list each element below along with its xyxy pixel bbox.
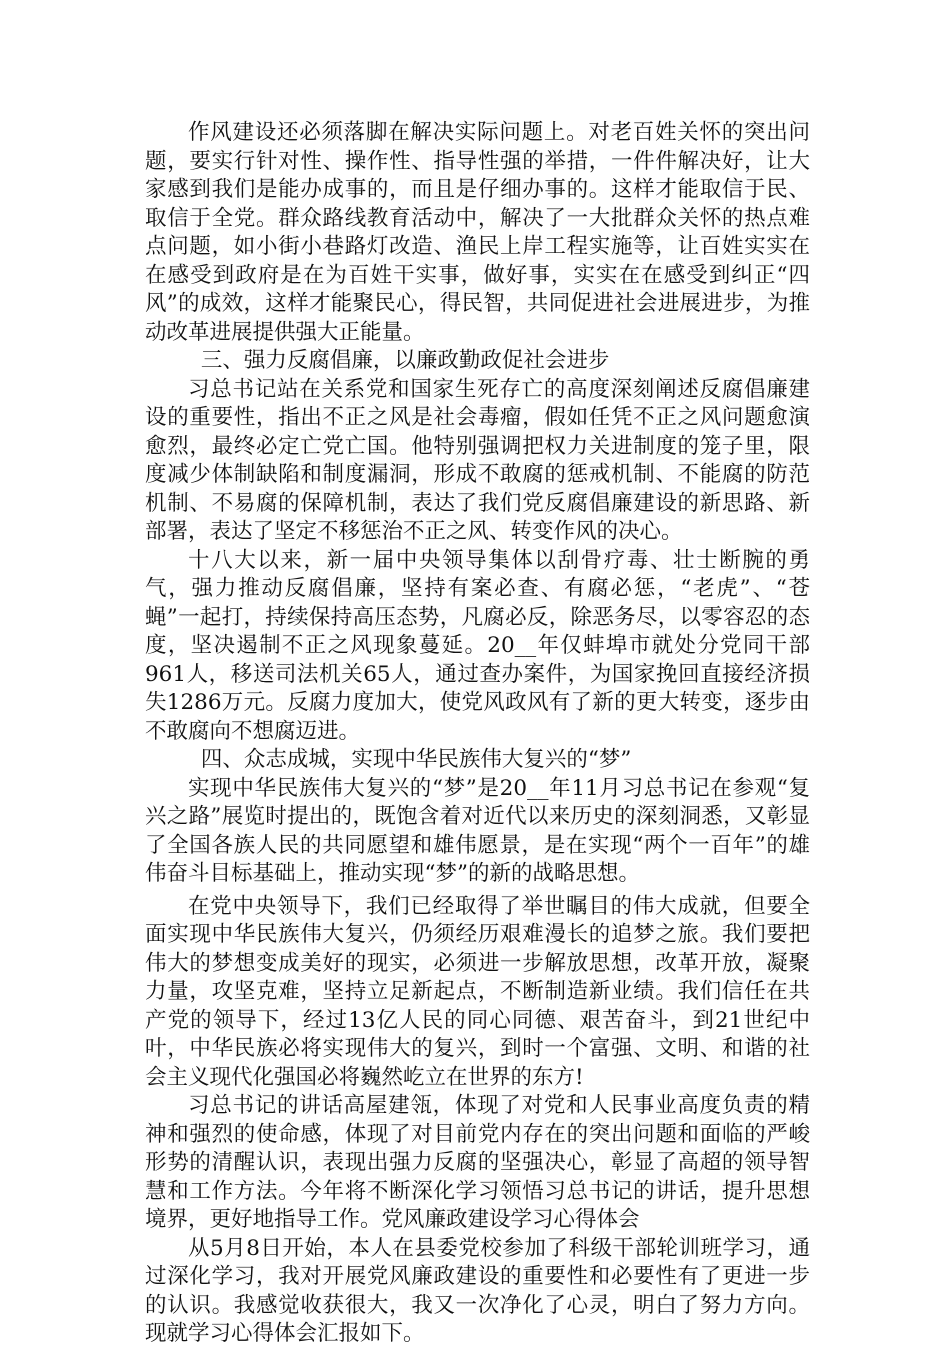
- section-heading-anticorruption: 三、强力反腐倡廉，以廉政勤政促社会进步: [200, 348, 610, 373]
- paragraph-dream-realization: 在党中央领导下，我们已经取得了举世瞩目的伟大成就，但要全面实现中华民族伟大复兴，仍须经历艰难漫长的追梦之旅。我们要把伟大的梦想变成美好的现实，必须进一步解放思想，改革开放，凝聚力量，攻坚克难，坚持立足新起点，不断制造新业绩。我们信任在共产党的领导下，经过13亿人民的同心同德、艰苦奋斗，到21世纪中叶，中华民族必将实现伟大的复兴，到时一个富强、文明、和谐的社会主义现代化强国必将巍然屹立在世界的东方!: [145, 893, 810, 1090]
- paragraph-work-style: 作风建设还必须落脚在解决实际问题上。对老百姓关怀的突出问题，要实行针对性、操作性、指导性强的举措，一件件解决好，让大家感到我们是能办成事的，而且是仔细办事的。这样才能取信于民、取信于全党。群众路线教育活动中，解决了一大批群众关怀的热点难点问题，如小街小巷路灯改造、渔民上岸工程实施等，让百姓实实在在感受到政府是在为百姓干实事，做好事，实实在在感受到纠正“四风”的成效，这样才能聚民心，得民智，共同促进社会进展进步，为推动改革进展提供强大正能量。: [145, 120, 810, 345]
- paragraph-since-18th-congress: 十八大以来，新一届中央领导集体以刮骨疗毒、壮士断腕的勇气，强力推动反腐倡廉，坚持有案必查、有腐必惩，“老虎”、“苍蝇”一起打，持续保持高压态势，凡腐必反，除恶务尽，以零容忍的态度，坚决遏制不正之风现象蔓延。20__年仅蚌埠市就处分党同干部961人，移送司法机关65人，通过查办案件，为国家挽回直接经济损失1286万元。反腐力度加大，使党风政风有了新的更大转变，逐步由不敢腐向不想腐迈进。: [145, 547, 810, 744]
- paragraph-dream-origin: 实现中华民族伟大复兴的“梦”是20__年11月习总书记在参观“复兴之路”展览时提出的，既饱含着对近代以来历史的深刻洞悉，又彰显了全国各族人民的共同愿望和雄伟愿景，是在实现“两个一百年”的雄伟奋斗目标基础上，推动实现“梦”的新的战略思想。: [145, 775, 810, 886]
- paragraph-speech-summary: 习总书记的讲话高屋建瓴，体现了对党和人民事业高度负责的精神和强烈的使命感，体现了对目前党内存在的突出问题和面临的严峻形势的清醒认识，表现出强力反腐的坚强决心，彰显了高超的领导智慧和工作方法。今年将不断深化学习领悟习总书记的讲话，提升思想境界，更好地指导工作。党风廉政建设学习心得体会: [145, 1093, 810, 1232]
- document-body: [145, 119, 810, 1349]
- paragraph-anticorruption-importance: 习总书记站在关系党和国家生死存亡的高度深刻阐述反腐倡廉建设的重要性，指出不正之风是社会毒瘤，假如任凭不正之风问题愈演愈烈，最终必定亡党亡国。他特别强调把权力关进制度的笼子里，限度减少体制缺陷和制度漏洞，形成不敢腐的惩戒机制、不能腐的防范机制、不易腐的保障机制，表达了我们党反腐倡廉建设的新思路、新部署，表达了坚定不移惩治不正之风、转变作风的决心。: [145, 376, 810, 544]
- paragraph-study-report: 从5月8日开始，本人在县委党校参加了科级干部轮训班学习，通过深化学习，我对开展党风廉政建设的重要性和必要性有了更进一步的认识。我感觉收获很大，我又一次净化了心灵，明白了努力方向。现就学习心得体会汇报如下。: [145, 1235, 810, 1346]
- section-heading-dream: 四、众志成城，实现中华民族伟大复兴的“梦”: [200, 747, 632, 772]
